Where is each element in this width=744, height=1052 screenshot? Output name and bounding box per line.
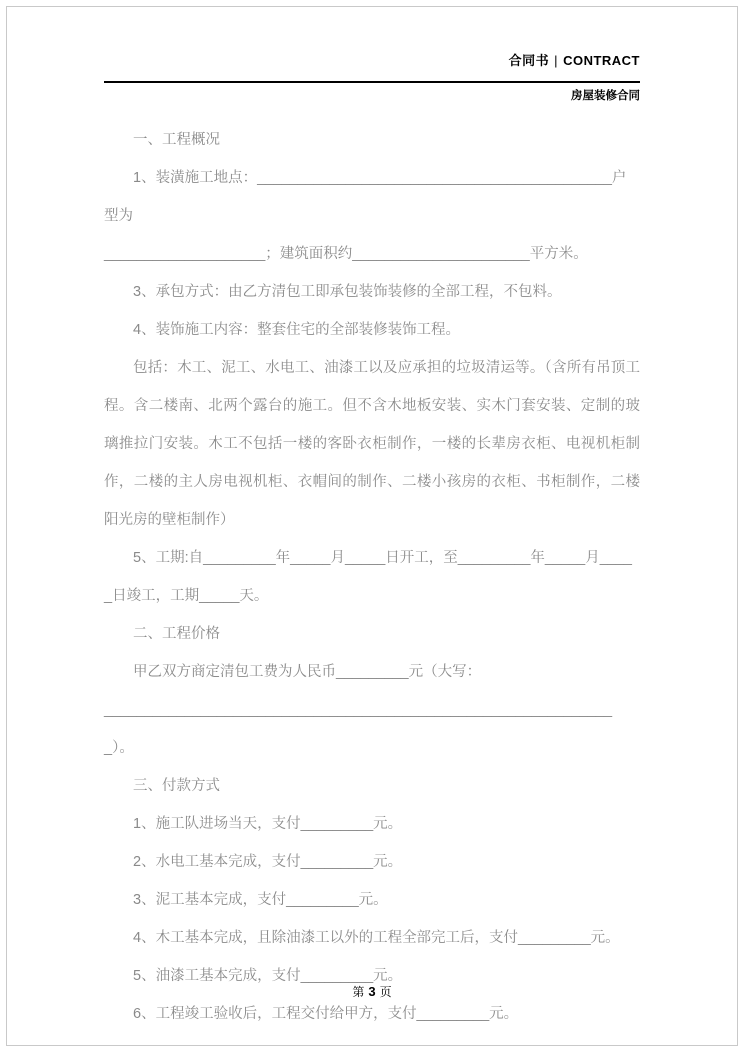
paragraph: 包括：木工、泥工、水电工、油漆工以及应承担的垃圾清运等。（含所有吊顶工程。含二楼南、北两个露台的施工。但不含木地板安装、实木门套安装、定制的玻璃推拉门安装。木工不包括一楼的客卧衣柜制作，一楼的长辈房衣柜、电视机柜制作，二楼的主人房电视机柜、衣帽间的制作、二楼小孩房的衣柜、书柜制作，二楼阳光房的壁柜制作） (104, 360, 640, 528)
doc-type-en: CONTRACT (563, 53, 640, 68)
paragraph: 1、装潢施工地点：____________________________________________户型为 (104, 170, 627, 224)
header-rule (104, 81, 640, 83)
contract-body (104, 121, 640, 1033)
document-subtitle: 房屋装修合同 (571, 90, 640, 102)
paragraph: 甲乙双方商定清包工费为人民币_________元（大写： (133, 664, 482, 680)
paragraph: 5、油漆工基本完成，支付_________元。 (133, 968, 403, 984)
paragraph: 一、工程概况 (133, 132, 220, 148)
paragraph: 4、木工基本完成，且除油漆工以外的工程全部完工后，支付_________元。 (133, 930, 620, 946)
paragraph: 三、付款方式 (133, 778, 220, 794)
page-footer (0, 983, 744, 1000)
paragraph: 3、承包方式：由乙方清包工即承包装饰装修的全部工程，不包料。 (133, 284, 562, 300)
paragraph: ____________________；建筑面积约______________________平方米。 (104, 246, 588, 262)
page-content (104, 50, 640, 1033)
paragraph: 1、施工队进场当天，支付_________元。 (133, 816, 403, 832)
footer-page-prefix: 第 (352, 985, 365, 999)
document-header (104, 50, 640, 103)
paragraph: 2、水电工基本完成，支付_________元。 (133, 854, 403, 870)
header-separator: | (554, 53, 559, 68)
header-title-row (104, 50, 640, 69)
paragraph: 3、泥工基本完成，支付_________元。 (133, 892, 388, 908)
paragraph: 二、工程价格 (133, 626, 220, 642)
page-number: 3 (368, 984, 376, 999)
footer-page-suffix: 页 (379, 985, 392, 999)
paragraph: 6、工程竣工验收后，工程交付给甲方，支付_________元。 (133, 1006, 519, 1022)
paragraph: 5、工期:自_________年_____月_____日开工，至_________年_____月_____日竣工，工期_____天。 (104, 550, 632, 604)
doc-type-cn: 合同书 (508, 53, 550, 68)
paragraph: ________________________________________________________________）。 (104, 702, 613, 756)
paragraph: 4、装饰施工内容：整套住宅的全部装修装饰工程。 (133, 322, 461, 338)
